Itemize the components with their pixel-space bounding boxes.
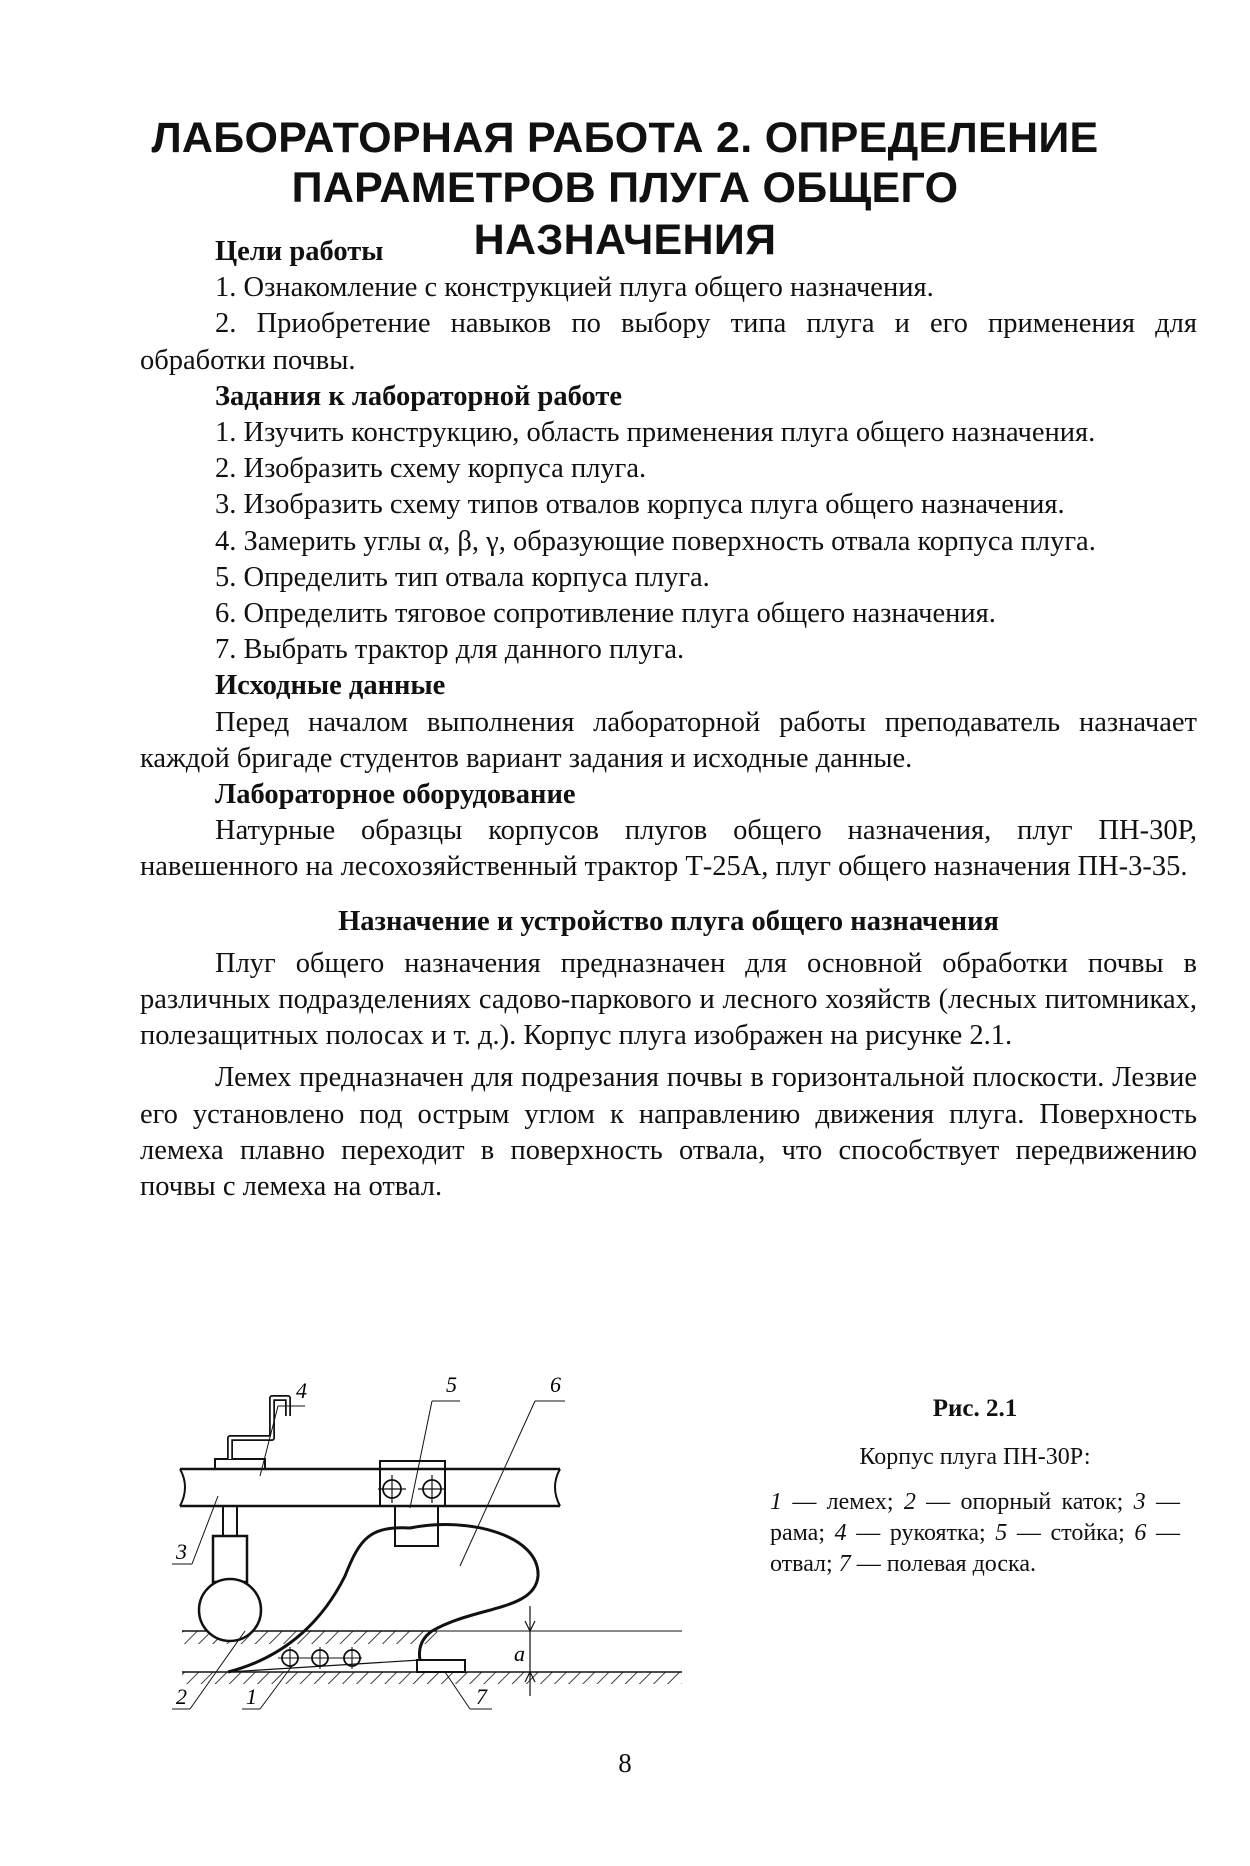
label-4: 4 [296,1378,307,1403]
legend-num: 4 [834,1520,847,1546]
leader-6 [460,1401,535,1566]
legend-num: 2 [903,1489,916,1515]
task-item: 6. Определить тяговое сопротивление плуга общего назначения. [215,598,996,630]
legend-num: 6 [1134,1520,1147,1546]
title-line-1: ЛАБОРАТОРНАЯ РАБОТА 2. ОПРЕДЕЛЕНИЕ [151,114,1099,162]
legend-text: — отвал; [770,1520,1181,1577]
handle [230,1398,288,1459]
support-wheel [199,1579,261,1641]
figure-caption [770,1393,1180,1580]
goals-heading: Цели работы [215,236,384,267]
section-paragraph: Лемех предназначен для подрезания почвы в горизонтальной плоскости. Лезвие его установлено под острым углом к направлению движения плуга. Поверхность лемеха плавно переходит в поверхность отвала, что способствует передвижению почвы с лемеха на отвал. [140,1062,1197,1203]
dimension-label: a [514,1641,525,1666]
moldboard [228,1525,538,1672]
legend-num: 1 [770,1489,782,1515]
plow-body-figure [170,1276,710,1716]
section-heading: Назначение и устройство плуга общего назначения [338,905,999,937]
task-item: 2. Изобразить схему корпуса плуга. [215,453,647,485]
page-number: 8 [618,1748,632,1778]
task-item: 4. Замерить углы α, β, γ, образующие поверхность отвала корпуса плуга. [215,525,1096,557]
leader-5 [410,1401,432,1508]
equipment-text: Натурные образцы корпусов плугов общего назначения, плуг ПН-30Р, навешенного на лесохозяйственный трактор Т-25А, плуг общего назначения ПН-3-35. [140,815,1197,883]
legend-num: 5 [995,1520,1008,1546]
initial-data-text: Перед началом выполнения лабораторной работы преподаватель назначает каждой бригаде студентов вариант задания и исходные данные. [140,706,1197,774]
goal-item: 1. Ознакомление с конструкцией плуга общего назначения. [215,272,934,304]
wheel-post [223,1506,237,1536]
initial-data-heading: Исходные данные [215,670,446,702]
label-6: 6 [550,1372,561,1397]
soil-hatch-lower [182,1672,682,1684]
frame-break-marks [180,1469,560,1506]
equipment-heading: Лабораторное оборудование [215,779,576,811]
legend-text: — лемех; [782,1489,904,1515]
tasks-heading: Задания к лабораторной работе [215,380,623,412]
caption-legend [770,1487,1180,1580]
body-text [140,234,1197,1205]
caption-title: Рис. 2.1 [932,1395,1018,1422]
frame [180,1469,560,1506]
handle-base [215,1459,265,1469]
legend-text: — стойка; [1007,1520,1135,1546]
label-7: 7 [476,1684,487,1709]
task-item: 5. Определить тип отвала корпуса плуга. [215,561,710,593]
legend-text: — рукоятка; [846,1520,996,1546]
handle-inner [230,1398,288,1459]
legend-num: 3 [1133,1489,1146,1515]
task-item: 7. Выбрать трактор для данного плуга. [215,634,685,666]
label-1: 1 [246,1684,257,1709]
goal-item: 2. Приобретение навыков по выбору типа плуга и его применения для обработки почвы. [140,308,1197,376]
task-item: 1. Изучить конструкцию, область применения плуга общего назначения. [215,417,1096,449]
title-line-2: ПАРАМЕТРОВ ПЛУГА ОБЩЕГО НАЗНАЧЕНИЯ [291,164,959,264]
legend-text: — полевая доска. [850,1551,1036,1577]
legend-text: — рама; [770,1489,1180,1546]
wheel-bracket [213,1536,247,1582]
section-paragraph: Плуг общего назначения предназначен для основной обработки почвы в различных подразделениях садово-паркового и лесного хозяйств (лесных питомниках, полезащитных полосах и т. д.). Корпус плуга изображен на рисунке 2.1. [140,947,1197,1052]
label-3: 3 [176,1539,187,1564]
plow-diagram [170,1276,710,1716]
label-2: 2 [176,1684,187,1709]
task-item: 3. Изобразить схему типов отвалов корпуса плуга общего назначения. [215,489,1065,521]
caption-subtitle: Корпус плуга ПН-30Р: [859,1444,1091,1470]
legend-num: 7 [838,1551,851,1577]
legend-text: — опорный каток; [915,1489,1134,1515]
label-5: 5 [446,1372,457,1397]
landside [417,1660,465,1672]
